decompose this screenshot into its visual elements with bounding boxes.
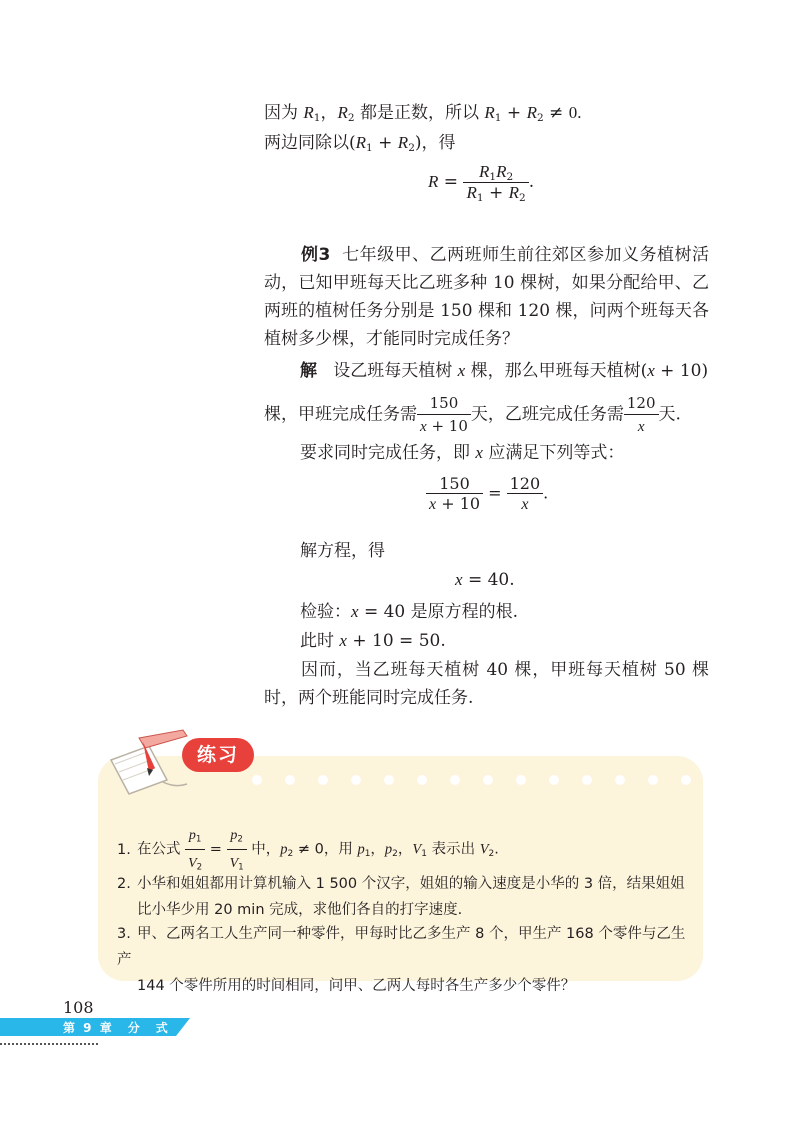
example-3: 例3 七年级甲、乙两班师生前往郊区参加义务植树活动，已知甲班每天比乙班多种 10 棵树，如果分配给甲、乙两班的植树任务分别是 150 棵和 120 棵，问两个班每天各植树多少棵，才能同时完成任务？ xyxy=(264,245,709,349)
page-number: 108 xyxy=(63,998,94,1017)
equation-main: $\frac{150}{x + 10}$ = $\frac{120}{x}$ . xyxy=(426,474,548,514)
line-positive: 因为 $R_1$，$R_2$ 都是正数，所以 $R_1 + R_2 \ne 0$. xyxy=(264,103,582,125)
check-line: 检验：x = 40 是原方程的根. xyxy=(300,602,519,622)
practice-dots xyxy=(252,775,692,787)
solution-label: 解 xyxy=(300,361,317,381)
solution-line-2: 棵，甲班完成任务需 $\frac{150}{x + 10}$ 天，乙班完成任务需 $\frac{120}{x}$ 天. xyxy=(264,392,681,438)
practice-item-1: 1. 在公式 $\frac{p_1}{V_2}$ = $\frac{p_2}{V_1}$ 中，$p_2 \ne 0$，用 $p_1$，$p_2$，$V_1$ 表示出 $V_2$. xyxy=(117,822,499,877)
solution-line-1: 解 设乙班每天植树 x 棵，那么甲班每天植树(x + 10) xyxy=(300,361,709,381)
equation-x: x = 40. xyxy=(455,570,515,590)
practice-title: 练习 xyxy=(182,738,254,772)
chapter-label: 第 9 章 分 式 xyxy=(63,1021,170,1035)
conclusion: 因而，当乙班每天植树 40 棵，甲班每天植树 50 棵时，两个班能同时完成任务. xyxy=(264,660,709,708)
dotted-divider xyxy=(0,1043,98,1045)
then-line: 此时 x + 10 = 50. xyxy=(300,631,446,651)
line-divide: 两边同除以$(R_1 + R_2)$，得 xyxy=(264,133,456,155)
pencil-notebook-icon xyxy=(103,728,191,798)
example-label: 例3 xyxy=(301,245,331,265)
solution-line-4: 解方程，得 xyxy=(300,541,385,561)
item-number: 3. xyxy=(117,926,131,942)
practice-item-2: 2. 小华和姐姐都用计算机输入 1 500 个汉字，姐姐的输入速度是小华的 3 倍，结果姐姐 比小华少用 20 min 完成，求他们各自的打字速度. xyxy=(117,871,697,923)
equation-r: R = $\frac{R_1R_2}{R_1 + R_2}$ . xyxy=(428,162,535,205)
item-number: 2. xyxy=(117,876,131,892)
solution-line-3: 要求同时完成任务，即 x 应满足下列等式： xyxy=(300,443,625,463)
item-number: 1. xyxy=(117,841,131,858)
practice-item-3: 3. 甲、乙两名工人生产同一种零件，甲每时比乙多生产 8 个，甲生产 168 个零件与乙生产 144 个零件所用的时间相同，问甲、乙两人每时各生产多少个零件？ xyxy=(117,921,697,999)
